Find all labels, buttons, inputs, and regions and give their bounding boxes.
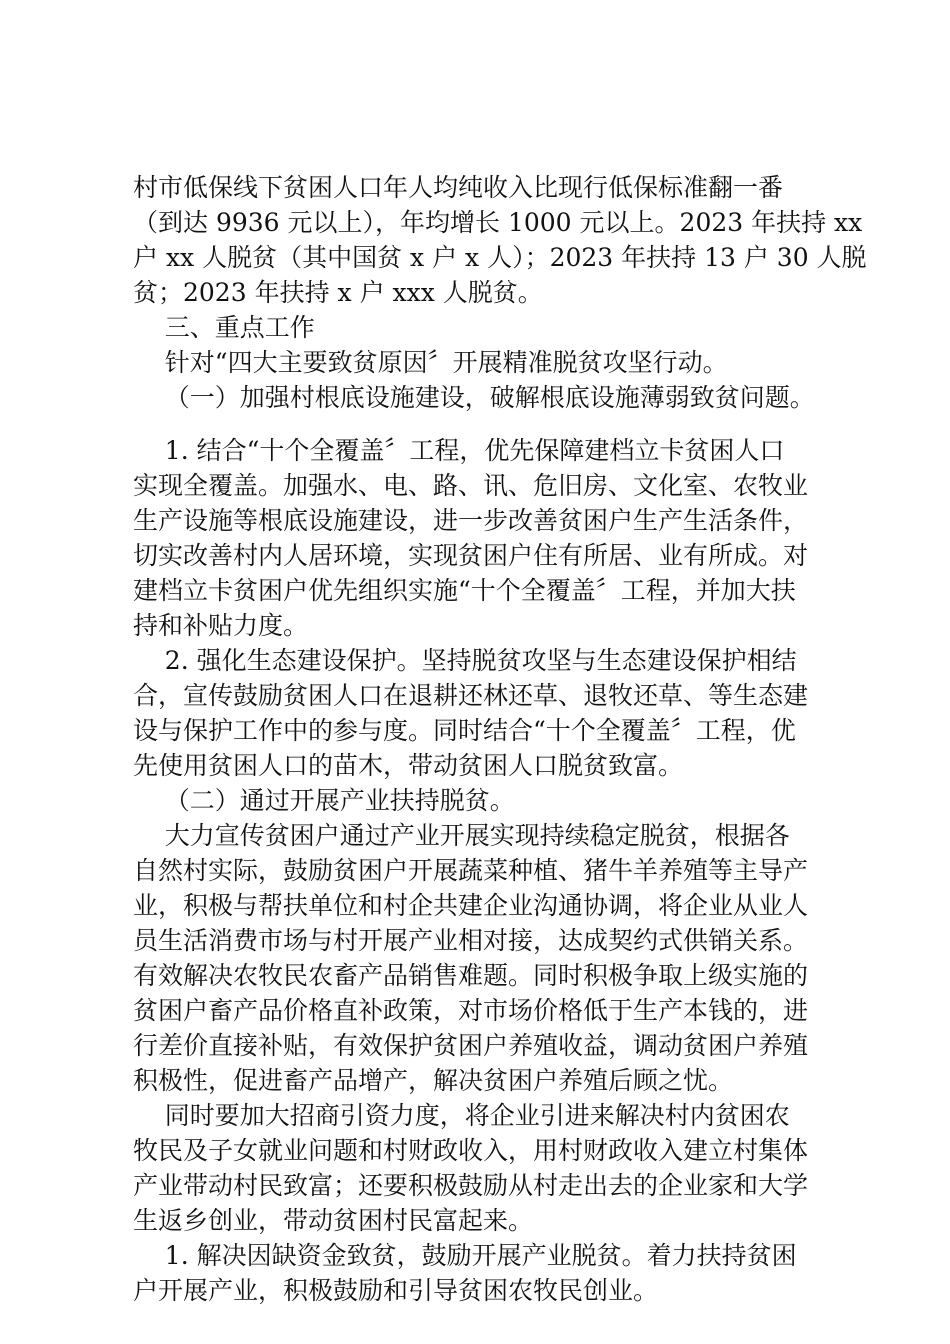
text-line: 2. 强化生态建设保护。坚持脱贫攻坚与生态建设保护相结 [133,646,797,675]
text-line: 生返乡创业，带动贫困村民富起来。 [133,1206,534,1235]
text-line: 切实改善村内人居环境，实现贫困户住有所居、业有所成。对 [133,541,809,570]
text-line: 同时要加大招商引资力度，将企业引进来解决村内贫困农 [133,1101,790,1130]
text-line: （到达 9936 元以上），年均增长 1000 元以上。2023 年扶持 xx [133,208,863,237]
text-line: 贫；2023 年扶持 x 户 xxx 人脱贫。 [133,278,543,307]
text-line: 户 xx 人脱贫（其中国贫 x 户 x 人）；2023 年扶持 13 户 30 人脱 [133,243,867,272]
text-line: 产业带动村民致富；还要积极鼓励从村走出去的企业家和大学 [133,1171,809,1200]
section-heading: 三、重点工作 [133,313,315,342]
subsection-heading: （一）加强村根底设施建设，破解根底设施薄弱致贫问题。 [133,383,815,412]
text-line: 1. 结合“十个全覆盖〞工程，优先保障建档立卡贫困人口 [133,436,785,465]
text-line: 自然村实际，鼓励贫困户开展蔬菜种植、猪牛羊养殖等主导产 [133,856,809,885]
text-line: 贫困户畜产品价格直补政策，对市场价格低于生产本钱的，进 [133,996,809,1025]
text-line: 户开展产业，积极鼓励和引导贫困农牧民创业。 [133,1276,659,1305]
text-line: 有效解决农牧民农畜产品销售难题。同时积极争取上级实施的 [133,961,809,990]
text-line: 业，积极与帮扶单位和村企共建企业沟通协调，将企业从业人 [133,891,809,920]
text-line: 先使用贫困人口的苗木，带动贫困人口脱贫致富。 [133,751,684,780]
text-line: 合，宣传鼓励贫困人口在退耕还林还草、退牧还草、等生态建 [133,681,809,710]
subsection-heading: （二）通过开展产业扶持脱贫。 [133,786,515,815]
text-line: 1. 解决因缺资金致贫，鼓励开展产业脱贫。着力扶持贫困 [133,1241,797,1270]
text-line: 持和补贴力度。 [133,611,309,640]
text-line: 村市低保线下贫困人口年人均纯收入比现行低保标准翻一番 [133,173,784,202]
text-line: 针对“四大主要致贫原因〞开展精准脱贫攻坚行动。 [133,348,728,377]
text-line: 建档立卡贫困户优先组织实施“十个全覆盖〞工程，并加大扶 [133,576,796,605]
text-line: 设与保护工作中的参与度。同时结合“十个全覆盖〞工程，优 [133,716,796,745]
text-line: 积极性，促进畜产品增产，解决贫困户养殖后顾之忧。 [133,1066,734,1095]
text-line: 实现全覆盖。加强水、电、路、讯、危旧房、文化室、农牧业 [133,471,809,500]
text-line: 大力宣传贫困户通过产业开展实现持续稳定脱贫，根据各 [133,821,790,850]
text-line: 牧民及子女就业问题和村财政收入，用村财政收入建立村集体 [133,1136,809,1165]
text-line: 员生活消费市场与村开展产业相对接，达成契约式供销关系。 [133,926,809,955]
text-line: 行差价直接补贴，有效保护贫困户养殖收益，调动贫困户养殖 [133,1031,809,1060]
text-line: 生产设施等根底设施建设，进一步改善贫困户生产生活条件， [133,506,809,535]
